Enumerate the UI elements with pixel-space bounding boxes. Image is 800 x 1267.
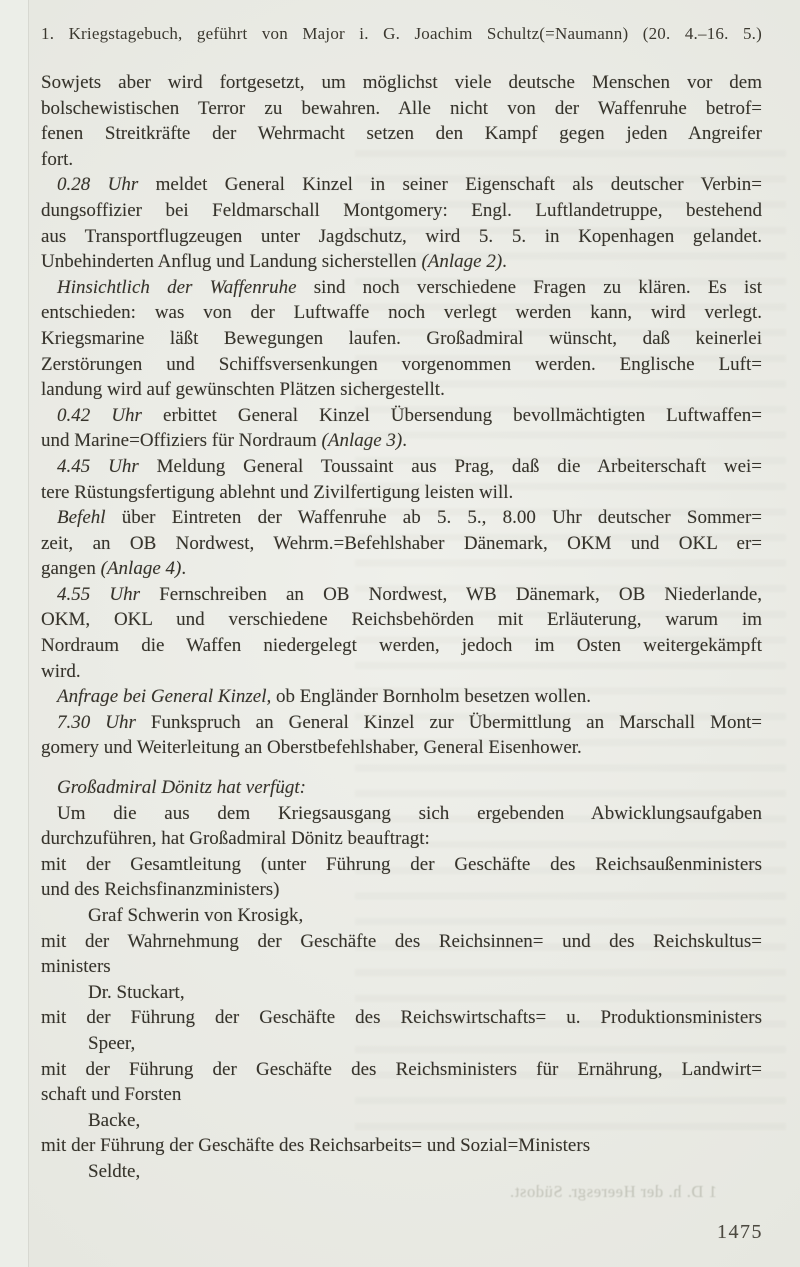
text-line	[41, 659, 762, 685]
text-line	[41, 352, 762, 378]
body-text: .	[181, 558, 187, 580]
body-text: fort.	[41, 148, 74, 170]
page-edge-strip	[0, 0, 29, 1267]
text-line	[41, 172, 762, 198]
body-text: dungsoffizier bei Feldmarschall Montgomery: Engl. Luftlandetruppe, bestehend	[41, 199, 762, 221]
body-text: Zerstörungen und Schiffsversenkungen vorgenommen werden. Englische Luft=	[41, 353, 762, 375]
paragraph	[41, 980, 762, 1006]
text-line	[41, 607, 762, 633]
text-line	[41, 826, 762, 852]
paragraph	[41, 582, 762, 684]
body-text: mit der Gesamtleitung (unter Führung der Geschäfte des Reichsaußenministers	[41, 853, 762, 875]
paragraph	[41, 454, 762, 505]
body-text: .	[502, 251, 507, 273]
body-text: Backe,	[88, 1109, 141, 1131]
text-line	[41, 1082, 762, 1108]
body-text: Um die aus dem Kriegsausgang sich ergebenden Abwicklungsaufgaben	[57, 802, 762, 824]
emphasized-text: Hinsichtlich der Waffenruhe	[57, 276, 297, 298]
text-line	[41, 121, 762, 147]
emphasized-text: Großadmiral Dönitz hat verfügt:	[57, 777, 306, 799]
body-text: .	[402, 430, 407, 452]
emphasized-text: Befehl	[57, 507, 106, 529]
body-text: Nordraum die Waffen niedergelegt werden, jedoch im Osten weitergekämpft	[41, 635, 762, 657]
text-line	[41, 1133, 762, 1159]
body-text: ob Engländer Bornholm besetzen wollen.	[271, 686, 592, 708]
body-text: und des Reichsfinanzministers)	[41, 879, 280, 901]
body-text: Dr. Stuckart,	[88, 981, 185, 1003]
page-body	[41, 70, 762, 1185]
paragraph	[41, 70, 762, 172]
text-line	[41, 531, 762, 557]
paragraph	[41, 801, 762, 852]
emphasized-text: (Anlage 2)	[421, 251, 503, 273]
body-text: gomery und Weiterleitung an Oberstbefehlshaber, General Eisenhower.	[41, 737, 582, 759]
body-text: entschieden: was von der Luftwaffe noch verlegt werden kann, wird verlegt.	[41, 302, 762, 324]
body-text: bolschewistischen Terror zu bewahren. Alle nicht von der Waffenruhe betrof=	[41, 97, 762, 119]
body-text: OKM, OKL und verschiedene Reichsbehörden mit Erläuterung, warum im	[41, 609, 762, 631]
body-text: Meldung General Toussaint aus Prag, daß die Arbeiterschaft wei=	[138, 455, 763, 477]
paragraph	[41, 1159, 762, 1185]
bleedthrough-footnote: 1 D. h. der Heeresgr. Südost.	[509, 1182, 717, 1201]
text-line	[41, 70, 762, 96]
body-text: schaft und Forsten	[41, 1084, 182, 1106]
text-line	[41, 326, 762, 352]
text-line	[41, 300, 762, 326]
text-line	[41, 852, 762, 878]
running-header: 1. Kriegstagebuch, geführt von Major i. G. Joachim Schultz(=Naumann) (20. 4.–16. 5.)	[41, 24, 762, 43]
body-text: und Marine=Offiziers für Nordraum	[41, 430, 322, 452]
text-line	[41, 633, 762, 659]
paragraph	[41, 684, 762, 710]
text-line	[41, 1005, 762, 1031]
text-line	[88, 1159, 762, 1185]
paragraph	[41, 710, 762, 761]
body-text: aus Transportflugzeugen unter Jagdschutz, wird 5. 5. in Kopenhagen gelandet.	[41, 225, 762, 247]
body-text: sind noch verschiedene Fragen zu klären. Es ist	[296, 276, 763, 298]
body-text: gangen	[41, 558, 101, 580]
text-line	[41, 877, 762, 903]
body-text: Seldte,	[88, 1160, 141, 1182]
body-text: Kriegsmarine läßt Bewegungen laufen. Großadmiral wünscht, daß keinerlei	[41, 327, 762, 349]
text-line	[41, 505, 762, 531]
body-text: wird.	[41, 660, 81, 682]
body-text: mit der Wahrnehmung der Geschäfte des Reichsinnen= und des Reichskultus=	[41, 930, 762, 952]
emphasized-text: (Anlage 4)	[100, 558, 182, 580]
paragraph	[41, 1005, 762, 1031]
paragraph	[41, 775, 762, 801]
body-text: durchzuführen, hat Großadmiral Dönitz beauftragt:	[41, 828, 430, 850]
text-line	[41, 684, 762, 710]
emphasized-text: 0.42 Uhr	[57, 404, 142, 426]
body-text: meldet General Kinzel in seiner Eigenschaft als deutscher Verbin=	[138, 174, 762, 196]
emphasized-text: (Anlage 3)	[321, 430, 403, 452]
emphasized-text: 0.28 Uhr	[57, 174, 139, 196]
text-line	[41, 480, 762, 506]
paragraph	[41, 1133, 762, 1159]
text-line	[88, 980, 762, 1006]
emphasized-text: 4.45 Uhr	[57, 455, 139, 477]
text-line	[41, 954, 762, 980]
paragraph	[41, 929, 762, 980]
text-line	[41, 1057, 762, 1083]
text-line	[41, 735, 762, 761]
text-line	[41, 198, 762, 224]
body-text: Sowjets aber wird fortgesetzt, um möglichst viele deutsche Menschen vor dem	[41, 72, 762, 93]
paragraph	[41, 1031, 762, 1057]
text-line	[88, 1031, 762, 1057]
paragraph	[41, 403, 762, 454]
body-text: landung wird auf gewünschten Plätzen sichergestellt.	[41, 379, 445, 401]
paragraph	[41, 172, 762, 274]
text-line	[41, 775, 762, 801]
body-text: erbittet General Kinzel Übersendung bevollmächtigten Luftwaffen=	[141, 404, 762, 426]
emphasized-text: 7.30 Uhr	[57, 711, 136, 733]
paragraph	[41, 852, 762, 903]
paragraph	[41, 1057, 762, 1108]
emphasized-text: 4.55 Uhr	[57, 583, 141, 605]
body-text: mit der Führung der Geschäfte des Reichsministers für Ernährung, Landwirt=	[41, 1058, 762, 1080]
text-line	[41, 96, 762, 122]
text-line	[88, 903, 762, 929]
body-text: mit der Führung der Geschäfte des Reichsarbeits= und Sozial=Ministers	[41, 1135, 591, 1157]
paragraph	[41, 903, 762, 929]
body-text: Speer,	[88, 1032, 136, 1054]
text-line	[41, 377, 762, 403]
text-line	[41, 428, 762, 454]
page-number: 1475	[717, 1221, 763, 1243]
text-line	[88, 1108, 762, 1134]
body-text: Fernschreiben an OB Nordwest, WB Dänemark, OB Niederlande,	[140, 583, 762, 605]
body-text: tere Rüstungsfertigung ablehnt und Zivilfertigung leisten will.	[41, 481, 514, 503]
body-text: zeit, an OB Nordwest, Wehrm.=Befehlshaber Dänemark, OKM und OKL er=	[41, 532, 762, 554]
text-line	[41, 403, 762, 429]
paragraph	[41, 1108, 762, 1134]
body-text: über Eintreten der Waffenruhe ab 5. 5., 8.00 Uhr deutscher Sommer=	[105, 507, 762, 529]
text-line	[41, 556, 762, 582]
paragraph	[41, 505, 762, 582]
text-line	[41, 929, 762, 955]
text-line	[41, 454, 762, 480]
text-line	[41, 801, 762, 827]
text-line	[41, 147, 762, 173]
text-line	[41, 710, 762, 736]
body-text: ministers	[41, 956, 111, 978]
body-text: fenen Streitkräfte der Wehrmacht setzen den Kampf gegen jeden Angreifer	[41, 123, 762, 145]
text-line	[41, 275, 762, 301]
body-text: Graf Schwerin von Krosigk,	[88, 905, 304, 926]
body-text: mit der Führung der Geschäfte des Reichswirtschafts= u. Produktionsministers	[41, 1007, 762, 1029]
paragraph	[41, 275, 762, 403]
text-line	[41, 582, 762, 608]
emphasized-text: Anfrage bei General Kinzel,	[57, 686, 272, 708]
body-text: Unbehinderten Anflug und Landung sicherstellen	[41, 251, 422, 273]
text-line	[41, 224, 762, 250]
body-text: Funkspruch an General Kinzel zur Übermittlung an Marschall Mont=	[135, 711, 763, 733]
text-line	[41, 249, 762, 275]
